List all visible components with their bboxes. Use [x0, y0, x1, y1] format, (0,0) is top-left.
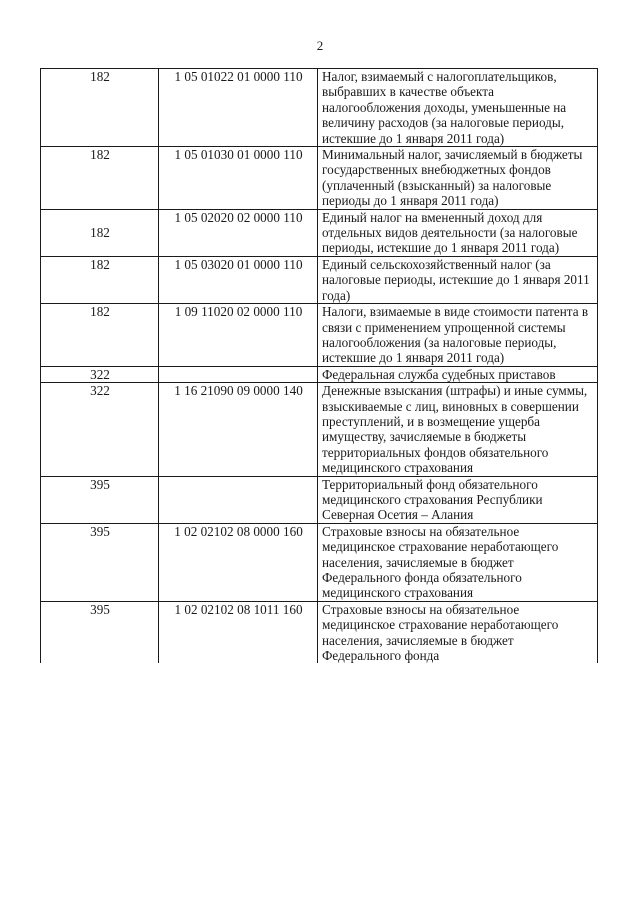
table-row — [41, 147, 598, 210]
admin-code-cell: 182 — [41, 304, 159, 367]
revenue-name-cell: Налог, взимаемый с налогоплательщиков, выбравших в качестве объекта налогообложения доходы, уменьшенные на величину расходов (за налоговые периоды, истекшие до 1 января 2011 года) — [318, 69, 598, 147]
table-row — [41, 383, 598, 476]
revenue-codes-table — [40, 68, 598, 663]
table-row — [41, 69, 598, 147]
budget-code-cell: 1 05 03020 01 0000 110 — [159, 256, 318, 303]
admin-code-cell: 182 — [41, 69, 159, 147]
admin-code-cell: 322 — [41, 383, 159, 476]
budget-code-cell: 1 05 01030 01 0000 110 — [159, 147, 318, 210]
revenue-name-cell: Территориальный фонд обязательного медицинского страхования Республики Северная Осетия – Алания — [318, 476, 598, 523]
revenue-name-cell: Страховые взносы на обязательное медицинское страхование неработающего населения, зачисляемые в бюджет Федерального фонда — [318, 601, 598, 663]
admin-code-cell: 395 — [41, 476, 159, 523]
admin-code-cell: 182 — [41, 256, 159, 303]
table-row — [41, 601, 598, 663]
table-row — [41, 366, 598, 382]
revenue-name-cell: Страховые взносы на обязательное медицинское страхование неработающего населения, зачисляемые в бюджет Федерального фонда обязательного медицинского страхования — [318, 523, 598, 601]
table-row — [41, 476, 598, 523]
table-row — [41, 523, 598, 601]
revenue-name-cell: Федеральная служба судебных приставов — [318, 366, 598, 382]
table-row — [41, 256, 598, 303]
revenue-name-cell: Единый сельскохозяйственный налог (за налоговые периоды, истекшие до 1 января 2011 года) — [318, 256, 598, 303]
admin-code-cell: 395 — [41, 601, 159, 663]
budget-code-cell: 1 16 21090 09 0000 140 — [159, 383, 318, 476]
admin-code-cell: 182 — [41, 209, 159, 256]
page-number: 2 — [316, 38, 324, 53]
admin-code-cell: 322 — [41, 366, 159, 382]
admin-code-cell: 395 — [41, 523, 159, 601]
budget-code-cell — [159, 476, 318, 523]
revenue-name-cell: Денежные взыскания (штрафы) и иные суммы, взыскиваемые с лиц, виновных в совершении преступлений, и в возмещение ущерба имуществу, зачисляемые в бюджеты территориальных фондов обязательного медицинского страхования — [318, 383, 598, 476]
table-row — [41, 304, 598, 367]
budget-code-cell: 1 02 02102 08 0000 160 — [159, 523, 318, 601]
budget-code-cell: 1 02 02102 08 1011 160 — [159, 601, 318, 663]
admin-code-cell: 182 — [41, 147, 159, 210]
budget-code-cell — [159, 366, 318, 382]
budget-code-cell: 1 09 11020 02 0000 110 — [159, 304, 318, 367]
budget-code-cell: 1 05 02020 02 0000 110 — [159, 209, 318, 256]
budget-code-cell: 1 05 01022 01 0000 110 — [159, 69, 318, 147]
revenue-name-cell: Единый налог на вмененный доход для отдельных видов деятельности (за налоговые периоды, истекшие до 1 января 2011 года) — [318, 209, 598, 256]
revenue-name-cell: Налоги, взимаемые в виде стоимости патента в связи с применением упрощенной системы налогообложения (за налоговые периоды, истекшие до 1 января 2011 года) — [318, 304, 598, 367]
table-row — [41, 209, 598, 256]
revenue-name-cell: Минимальный налог, зачисляемый в бюджеты государственных внебюджетных фондов (уплаченный (взысканный) за налоговые периоды до 1 января 2011 года) — [318, 147, 598, 210]
